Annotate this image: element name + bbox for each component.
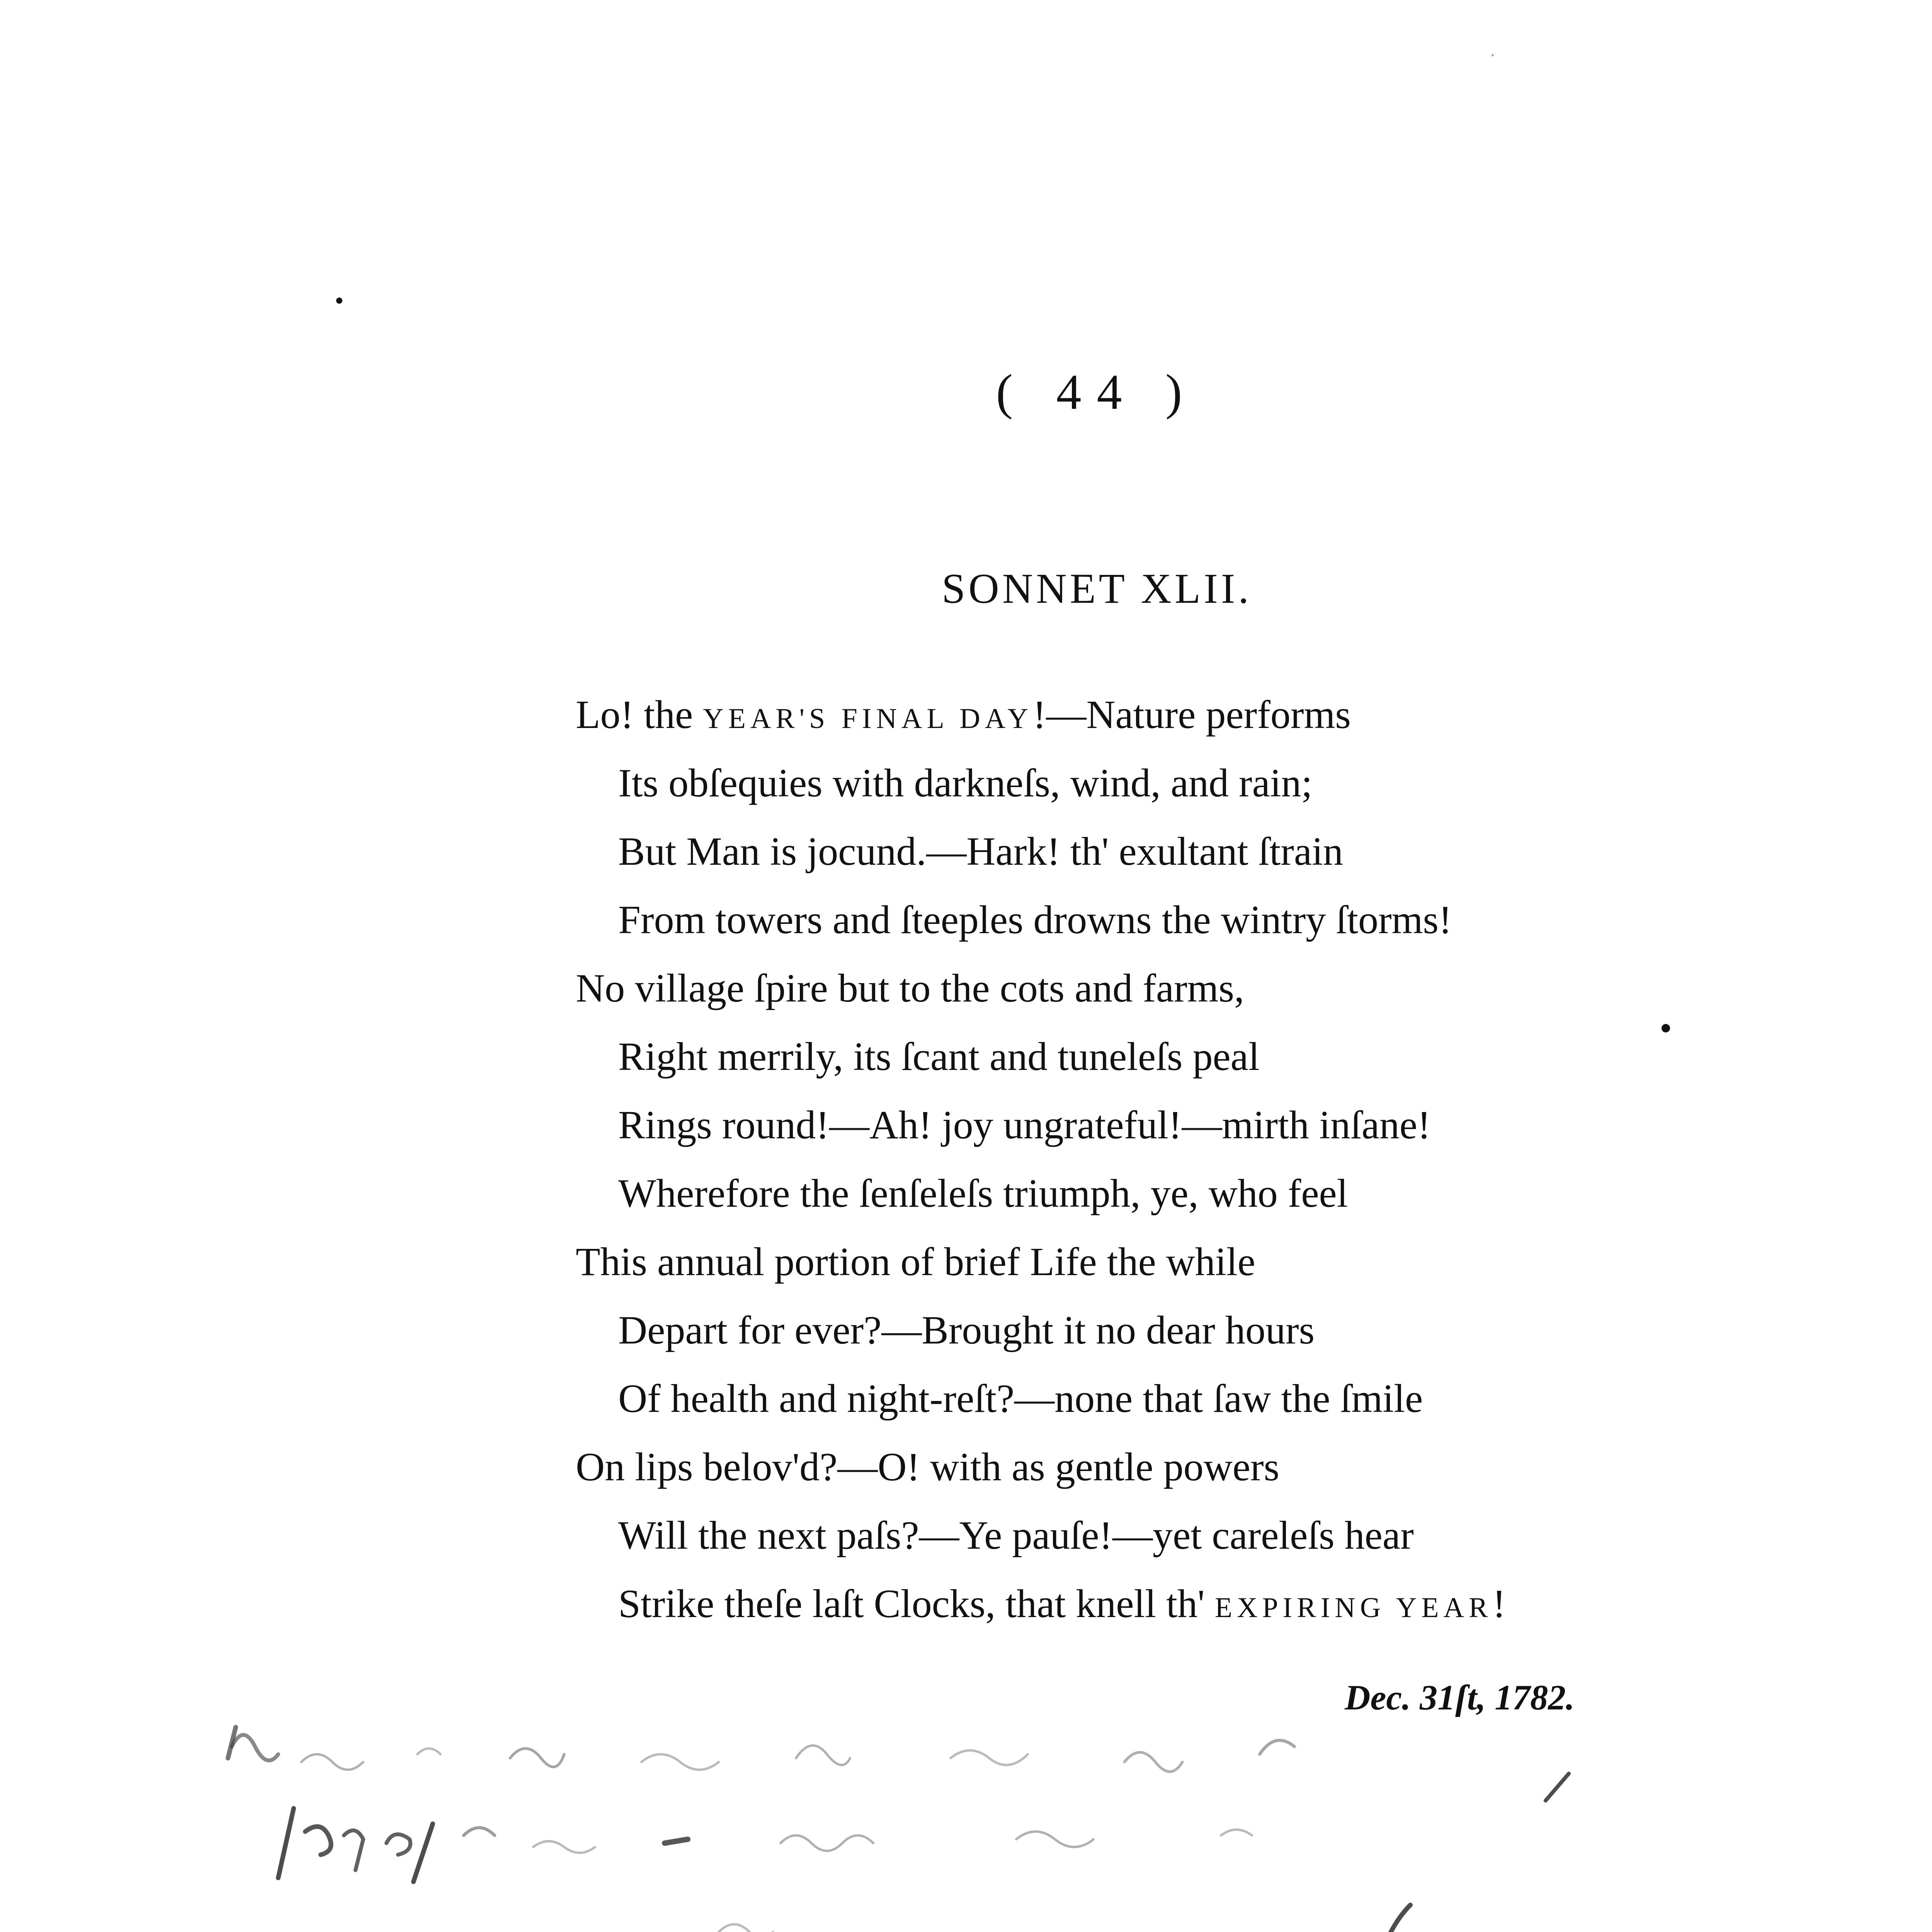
poem-text: Its obſequies with darkneſs, wind, and rain; — [618, 761, 1313, 805]
poem-text: Will the next paſs?—Ye pauſe!—yet careleſs hear — [618, 1513, 1414, 1558]
ink-speck — [336, 298, 342, 304]
poem-line — [618, 897, 1452, 943]
poem-line — [618, 1512, 1414, 1558]
poem-text: Rings round!—Ah! joy ungrateful!—mirth inſane! — [618, 1103, 1431, 1147]
poem-line — [618, 1376, 1423, 1422]
poem-line — [576, 1239, 1255, 1285]
handwritten-annotation — [216, 1716, 1646, 1932]
poem-line — [618, 760, 1313, 806]
poem-text: This annual portion of brief Life the while — [576, 1240, 1255, 1284]
poem-line — [618, 1307, 1315, 1353]
ink-speck — [1662, 1024, 1670, 1032]
poem-text: Lo! the — [576, 692, 703, 737]
poem-line — [576, 692, 1351, 738]
poem-line — [576, 965, 1244, 1011]
sonnet-title: SONNET XLII. — [942, 565, 1252, 612]
poem-text: No village ſpire but to the cots and farms, — [576, 966, 1245, 1010]
poem-text: On lips belov'd?—O! with as gentle powers — [576, 1445, 1280, 1489]
poem-smallcaps-text: YEAR'S FINAL DAY — [703, 703, 1033, 735]
poem-text: Strike theſe laſt Clocks, that knell th' — [618, 1582, 1215, 1626]
page-number: ( 44 ) — [996, 364, 1198, 420]
poem-line — [618, 1102, 1431, 1148]
poem-text: !—Nature performs — [1032, 692, 1351, 737]
poem-text: Of health and night-reſt?—none that ſaw the ſmile — [618, 1376, 1423, 1421]
poem-line — [618, 828, 1343, 874]
poem-line — [618, 1581, 1506, 1627]
poem-smallcaps-text: EXPIRING YEAR — [1214, 1592, 1493, 1624]
poem-text: From towers and ſteeples drowns the wintry ſtorms! — [618, 898, 1452, 942]
poem-text: Right merrily, its ſcant and tuneleſs peal — [618, 1034, 1260, 1079]
ink-speck — [1492, 54, 1494, 56]
poem-line — [618, 1170, 1348, 1216]
poem-date: Dec. 31ſt, 1782. — [1345, 1678, 1575, 1717]
poem-line — [618, 1034, 1260, 1080]
poem-line — [576, 1444, 1279, 1490]
poem-text: ! — [1492, 1582, 1506, 1626]
poem-text: Wherefore the ſenſeleſs triumph, ye, who feel — [618, 1171, 1348, 1216]
poem-text: But Man is jocund.—Hark! th' exultant ſtrain — [618, 829, 1343, 874]
poem-text: Depart for ever?—Brought it no dear hours — [618, 1308, 1315, 1352]
